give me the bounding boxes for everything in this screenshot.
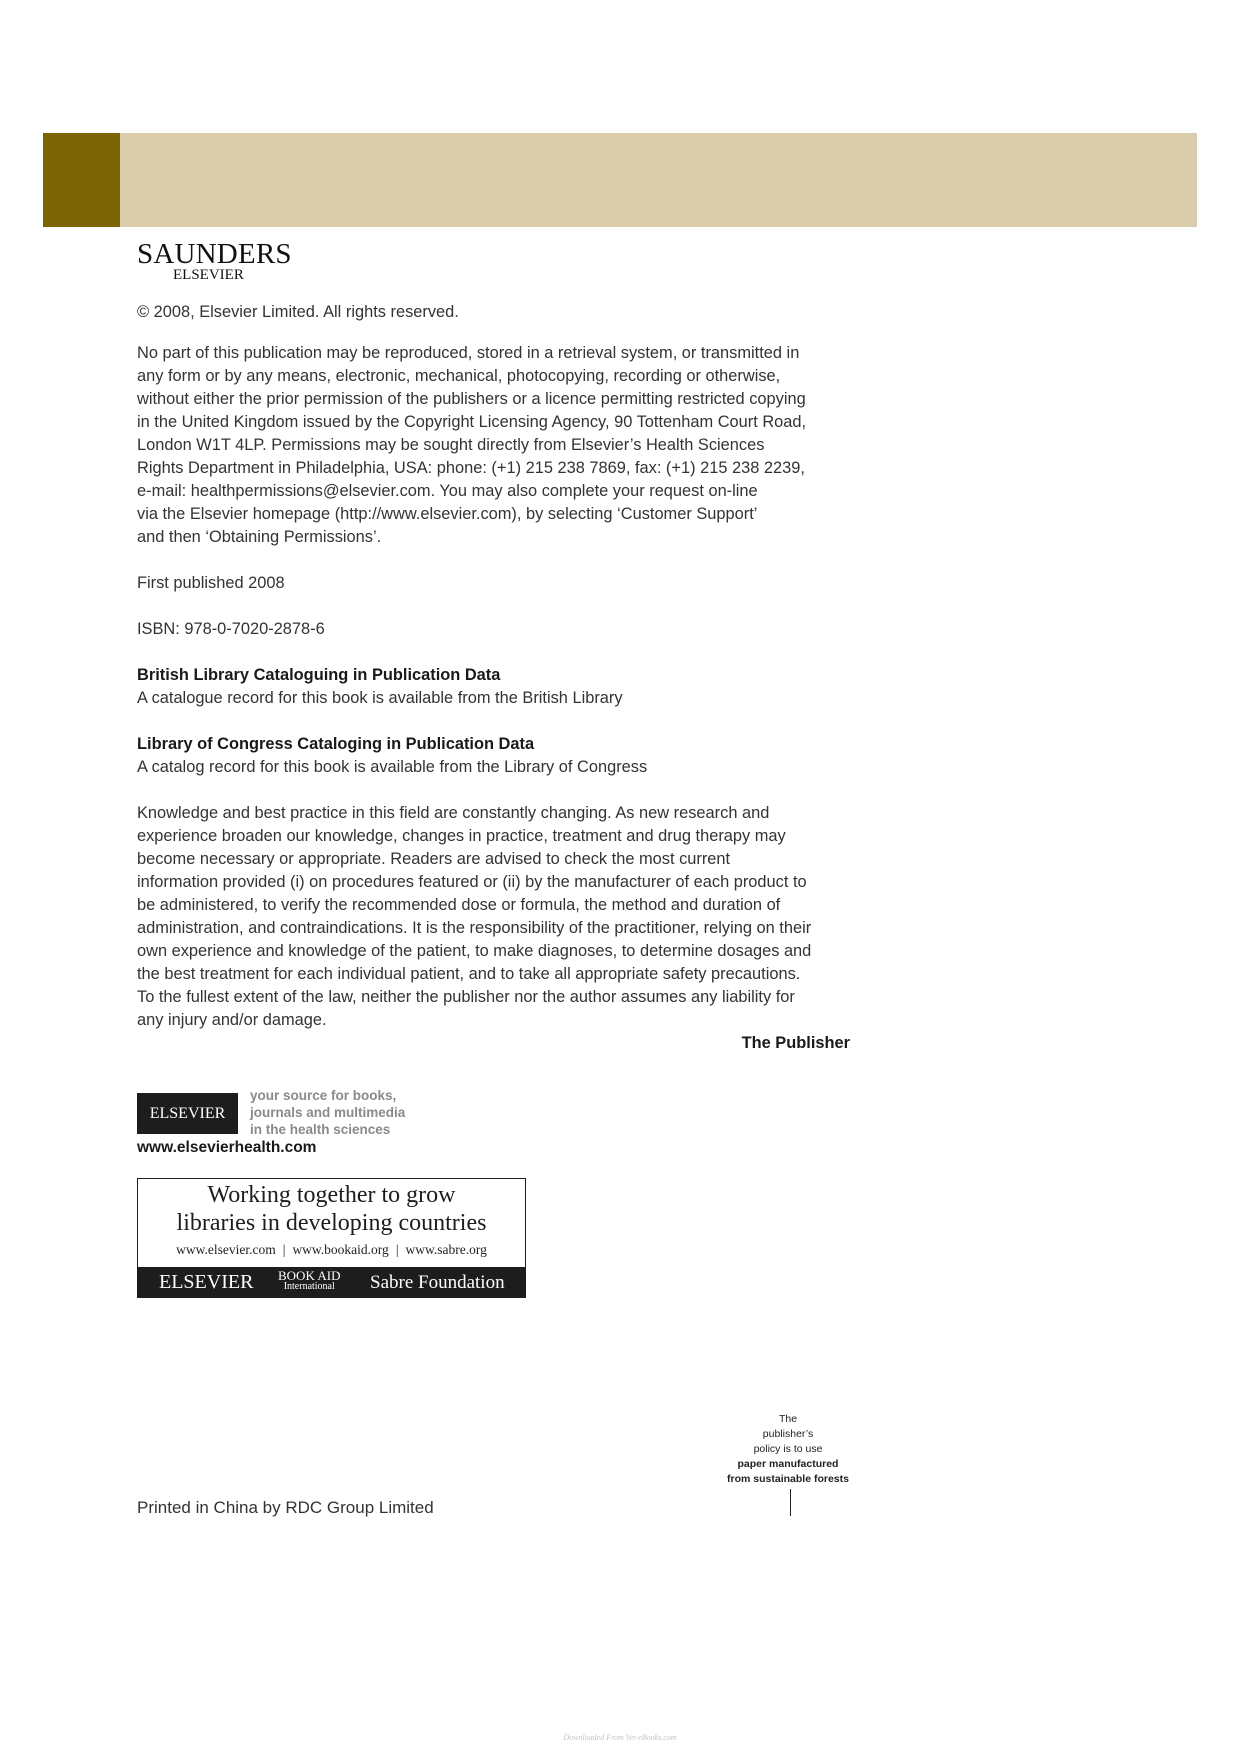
forest-note-line: publisher’s <box>762 1428 814 1440</box>
permissions-line: any form or by any means, electronic, mechanical, photocopying, recording or otherwise, <box>137 367 781 385</box>
bookaid-url-link[interactable]: www.bookaid.org <box>292 1242 389 1257</box>
disclaimer-line: own experience and knowledge of the patient, to make diagnoses, to determine dosages and <box>137 942 812 960</box>
download-watermark: Downloaded From Vet-eBooks.com <box>563 1733 677 1742</box>
permissions-line: without either the prior permission of the publishers or a licence permitting restricted copying <box>137 390 806 408</box>
permissions-line: London W1T 4LP. Permissions may be sought directly from Elsevier’s Health Sciences <box>137 436 765 454</box>
disclaimer-line: Knowledge and best practice in this field are constantly changing. As new research and <box>137 804 770 822</box>
banner-accent-square <box>43 133 120 227</box>
url-separator: | <box>282 1242 286 1257</box>
elsevier-url-link[interactable]: www.elsevier.com <box>176 1242 276 1257</box>
elsevier-tagline <box>250 1087 450 1138</box>
elsevier-health-url[interactable]: www.elsevierhealth.com <box>137 1139 317 1156</box>
libraries-ad-title-line: Working together to grow <box>207 1182 456 1208</box>
disclaimer-paragraph <box>137 802 857 1032</box>
forest-note-line: policy is to use <box>753 1443 823 1455</box>
tagline-line: your source for books, <box>250 1088 397 1103</box>
disclaimer-line: become necessary or appropriate. Readers are advised to check the most current <box>137 850 731 868</box>
printed-in-line: Printed in China by RDC Group Limited <box>137 1498 434 1517</box>
logo-elsevier-text: ELSEVIER <box>173 267 244 283</box>
tagline-line: journals and multimedia <box>250 1105 406 1120</box>
forest-note-line: paper manufactured <box>737 1458 839 1470</box>
disclaimer-line: experience broaden our knowledge, changes in practice, treatment and drug therapy may <box>137 827 786 845</box>
permissions-line: via the Elsevier homepage (http://www.elsevier.com), by selecting ‘Customer Support’ <box>137 505 758 523</box>
disclaimer-line: be administered, to verify the recommended dose or formula, the method and duration of <box>137 896 781 914</box>
elsevier-partner-logo: ELSEVIER <box>159 1271 254 1293</box>
libraries-ad-urls <box>138 1242 525 1258</box>
permissions-line: in the United Kingdom issued by the Copyright Licensing Agency, 90 Tottenham Court Road, <box>137 413 807 431</box>
sabre-partner-logo: Sabre Foundation <box>370 1272 505 1293</box>
tree-stem-line <box>790 1489 791 1516</box>
bookaid-partner-logo <box>278 1270 340 1292</box>
libraries-ad-title <box>138 1181 525 1237</box>
bookaid-logo-subtext: International <box>283 1281 335 1292</box>
british-library-heading: British Library Cataloguing in Publication Data <box>137 666 501 684</box>
library-congress-heading: Library of Congress Cataloging in Publication Data <box>137 735 535 753</box>
elsevier-logo-box: ELSEVIER <box>137 1093 238 1134</box>
partner-logos-bar <box>138 1267 525 1297</box>
bookaid-logo-text: BOOK AID <box>278 1268 341 1283</box>
permissions-line: Rights Department in Philadelphia, USA: phone: (+1) 215 238 7869, fax: (+1) 215 238 2239, <box>137 459 805 477</box>
logo-saunders-text: SAUNDERS <box>137 238 292 270</box>
sabre-url-link[interactable]: www.sabre.org <box>405 1242 487 1257</box>
permissions-paragraph <box>137 342 857 549</box>
imprint-page-content <box>137 240 857 1055</box>
permissions-line: No part of this publication may be reproduced, stored in a retrieval system, or transmitted in <box>137 344 800 362</box>
publisher-signature: The Publisher <box>741 1034 850 1052</box>
disclaimer-line: administration, and contraindications. It is the responsibility of the practitioner, relying on their <box>137 919 812 937</box>
british-library-text: A catalogue record for this book is available from the British Library <box>137 689 623 707</box>
permissions-line: e-mail: healthpermissions@elsevier.com. You may also complete your request on-line <box>137 482 758 500</box>
sustainable-forest-note <box>712 1412 864 1487</box>
disclaimer-line: the best treatment for each individual patient, and to take all appropriate safety precautions. <box>137 965 801 983</box>
forest-note-line: The <box>778 1413 798 1425</box>
library-congress-text: A catalog record for this book is available from the Library of Congress <box>137 758 648 776</box>
forest-note-line: from sustainable forests <box>727 1473 849 1485</box>
first-published: First published 2008 <box>137 574 285 592</box>
disclaimer-line: To the fullest extent of the law, neither the publisher nor the author assumes any liability for <box>137 988 795 1006</box>
libraries-developing-countries-ad <box>137 1178 526 1298</box>
libraries-ad-title-line: libraries in developing countries <box>176 1210 487 1236</box>
disclaimer-line: information provided (i) on procedures featured or (ii) by the manufacturer of each product to <box>137 873 807 891</box>
saunders-logo <box>137 240 857 283</box>
copyright-line: © 2008, Elsevier Limited. All rights reserved. <box>137 303 459 321</box>
url-separator: | <box>395 1242 399 1257</box>
header-banner <box>43 133 1197 227</box>
tagline-line: in the health sciences <box>250 1122 391 1137</box>
isbn: ISBN: 978-0-7020-2878-6 <box>137 620 325 638</box>
disclaimer-line: any injury and/or damage. <box>137 1011 327 1029</box>
permissions-line: and then ‘Obtaining Permissions’. <box>137 528 382 546</box>
